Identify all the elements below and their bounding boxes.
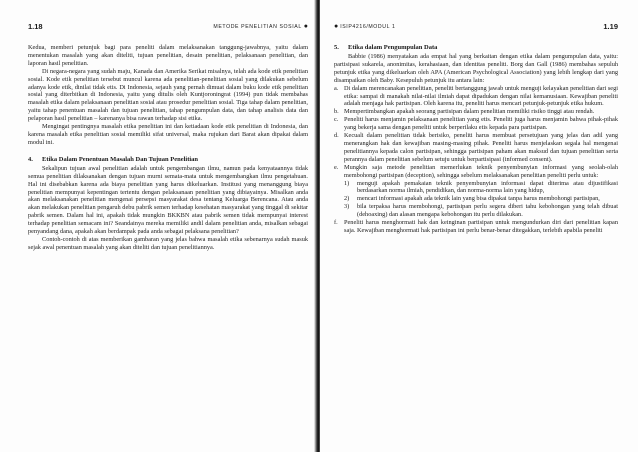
sub-list-text: mencari informasi apakah ada teknik lain yang bisa dipakai tanpa harus membohongi partisipan, — [357, 195, 600, 203]
sub-list-item — [344, 195, 618, 203]
sub-list-text: menguji apakah pemakaian teknik penyembunyian informasi dapat diterima atau dijustifikasi berdasarkan norma ilmiah, pendidikan, dan norma-norma lain yang hidup, — [357, 179, 618, 195]
list-marker: d. — [334, 132, 339, 140]
list-item — [334, 132, 618, 164]
list-text: Di dalam merencanakan penelitian, peneliti bertanggung jawab untuk menguji kelayakan penelitian dari segi etika: sampai di manakah nilai-nilai ilmiah dapat dipadukan dengan nilai kemanusiaan. Kewajiban peneliti adalah menjaga hak partisipan. Oleh karena itu, peneliti harus mencari petunjuk-petunjuk etika hukum. — [344, 84, 618, 108]
list-marker: c. — [334, 116, 339, 124]
running-title: METODE PENELITIAN SOSIAL — [213, 24, 302, 30]
sub-list-item — [344, 203, 618, 219]
section-title: Etika Dalam Penentuan Masalah Dan Tujuan Penelitian — [42, 155, 199, 163]
sub-list-marker: 3) — [344, 203, 350, 211]
list-item — [334, 116, 618, 132]
list-text: Mempertimbangkan apakah seorang partisipan dalam penelitian memiliki risiko tinggi atau rendah. — [344, 108, 595, 116]
list-item — [334, 219, 618, 235]
list-text: Mungkin saja metode penelitian memerlukan teknik penyembunyian informasi yang seolah-olah membohongi partisipan (deception), sehingga sebelum melaksanakan penelitian peneliti perlu untuk: — [344, 163, 618, 179]
list-text: Peneliti harus menjamin pelaksanaan penelitian yang etis. Peneliti juga harus menjamin bahwa pihak-pihak yang bekerja sama dengan peneliti untuk berperilaku etis kepada para partisipan. — [344, 116, 618, 132]
section-number: 4. — [28, 155, 33, 163]
section-title: Etika dalam Pengumpulan Data — [348, 44, 438, 51]
list-marker: b. — [334, 108, 339, 116]
sub-list-marker: 2) — [344, 195, 350, 203]
list-item — [334, 164, 618, 219]
sub-list-text: bila terpaksa harus membohongi, partisipan perlu segera diberi tahu kebohongan yang telah dibuat (dehoaxing) dan alasan mengapa kebohongan itu perlu dilakukan. — [357, 203, 618, 219]
sub-list-item — [344, 180, 618, 196]
section-heading — [334, 44, 618, 51]
paragraph: Contoh-contoh di atas memberikan gambaran yang jelas bahwa masalah etika sebenarnya sudah masuk sejak awal penentuan masalah yang akan diteliti dan tujuan penelitiannya. — [28, 235, 308, 251]
section-number: 5. — [334, 44, 339, 51]
list-text: Peneliti harus menghormati hak dan keinginan partisipan untuk mengundurkan diri dari penelitian kapan saja. Kewajiban menghormati hak partisipan ini perlu benar-benar ditegakkan, terlebih apabila peneliti — [344, 219, 618, 234]
running-title-wrap — [334, 23, 395, 30]
bullet-icon: ● — [334, 23, 339, 30]
list-marker: a. — [334, 84, 339, 92]
sub-list-marker: 1) — [344, 179, 350, 187]
spacer — [28, 147, 308, 154]
list-marker: f. — [334, 219, 338, 227]
bullet-icon: ● — [303, 23, 308, 30]
guideline-list — [334, 85, 618, 235]
list-text-wrap — [344, 164, 618, 219]
paragraph: Di negara-negara yang sudah maju, Kanada dan Amerika Serikat misalnya, telah ada kode etik penelitian sosial. Kode etik penelitian tersebut muncul karena ada penelitian-penelitian sosial yang dilakukan sebelum adanya kode etik, dinilai tidak etis. Di Indonesia, sejauh yang pernah dimuat dalam buku kode etik penelitian sosial yang diterbitkan di Indonesia, yaitu yang ditulis oleh Kuntjoroningrat (1994) pun tidak membahas masalah etika dalam pelaksanaan penelitian sosial atau prosedur penelitian sosial. Tiga tahap dalam penelitian, yaitu tahap penentuan masalah dan tujuan penelitian, tahap pengumpulan data, dan tahap analisis data dan pelaporan hasil penelitian – karenanya bisa rawan terhadap sisi etika. — [28, 67, 308, 123]
list-item — [334, 85, 618, 109]
page-number: 1.19 — [603, 22, 618, 31]
section-heading — [28, 156, 308, 163]
page-number: 1.18 — [28, 22, 43, 31]
list-item — [334, 108, 618, 116]
running-title: ISIP4216/MODUL 1 — [340, 24, 396, 30]
paragraph: Babbie (1986) menyatakan ada empat hal yang berkaitan dengan etika dalam pengumpulan data, yaitu: partisipasi sukarela, anonimitas, kerahasiaan, dan identitas peneliti. Borg dan Gall (1986) membahas sepuluh petunjuk etika yang dikeluarkan oleh APA (American Psychological Association) yang lebih lengkap dari yang disampaikan oleh Baby. Kesepuluh petunjuk itu antara lain: — [334, 53, 618, 84]
list-marker: e. — [334, 163, 339, 171]
running-title-wrap — [213, 23, 308, 30]
paragraph: Sekalipun tujuan awal penelitian adalah untuk pengembangan ilmu, namun pada kenyataannya tidak semua penelitian dilaksanakan dengan tujuan murni semata-mata untuk mengembangkan ilmu pengetahuan. Hal ini disebabkan karena ada biaya penelitian yang harus dikeluarkan. Institusi yang menanggung biaya penelitian mempunyai kepentingan tertentu dengan pelaksanaan penelitian yang dibiayainya. Misalkan anda akan melaksanakan penelitian mengenai persepsi masyarakat desa tentang Keluarga Berencana. Atau anda akan melakukan penelitian pengaruh debu pabrik semen terhadap kesehatan masyarakat yang tinggal di sekitar pabrik semen. Dalam hal ini, apakah tidak mungkin BKKBN atau pabrik semen tidak mempunyai interest terhadap penelitian semacam ini? Seandainya mereka memiliki andil dalam penelitian anda, misalkan sebagai penyandang dana, apakah akan berdampak pada anda sebagai pelaksana penelitian? — [28, 164, 308, 236]
paragraph: Kedua, memberi petunjuk bagi para peneliti dalam melaksanakan tanggung-jawabnya, yaitu dalam menentukan masalah yang akan diteliti, tujuan penelitian, desain penelitian, pelaksanaan penelitian, dan laporan hasil penelitian. — [28, 44, 308, 67]
list-text: Kecuali dalam penelitian tidak berisiko, peneliti harus membuat persetujuan yang jelas dan adil yang menerangkan hak dan kewajiban masing-masing pihak. Peneliti harus menjelaskan segala hal mengenai penelitiannya kepada calon partisipan, sehingga partisipan paham akan maksud dan tujuan penelitian serta perannya dalam penelitian sebelum setuju untuk berpartisipasi (informed consent). — [344, 132, 618, 163]
right-page — [320, 0, 638, 452]
sub-list — [344, 180, 618, 220]
right-page-header — [334, 22, 618, 31]
left-page-header — [28, 22, 308, 31]
left-page — [0, 0, 318, 452]
paragraph: Mengingat pentingnya masalah etika penelitian ini dan ketiadaan kode etik penelitian di Indonesia, dan karena masalah etika penelitian sosial memiliki sifat universal, maka rujukan dari Barat akan dipakai dalam modul ini. — [28, 123, 308, 146]
